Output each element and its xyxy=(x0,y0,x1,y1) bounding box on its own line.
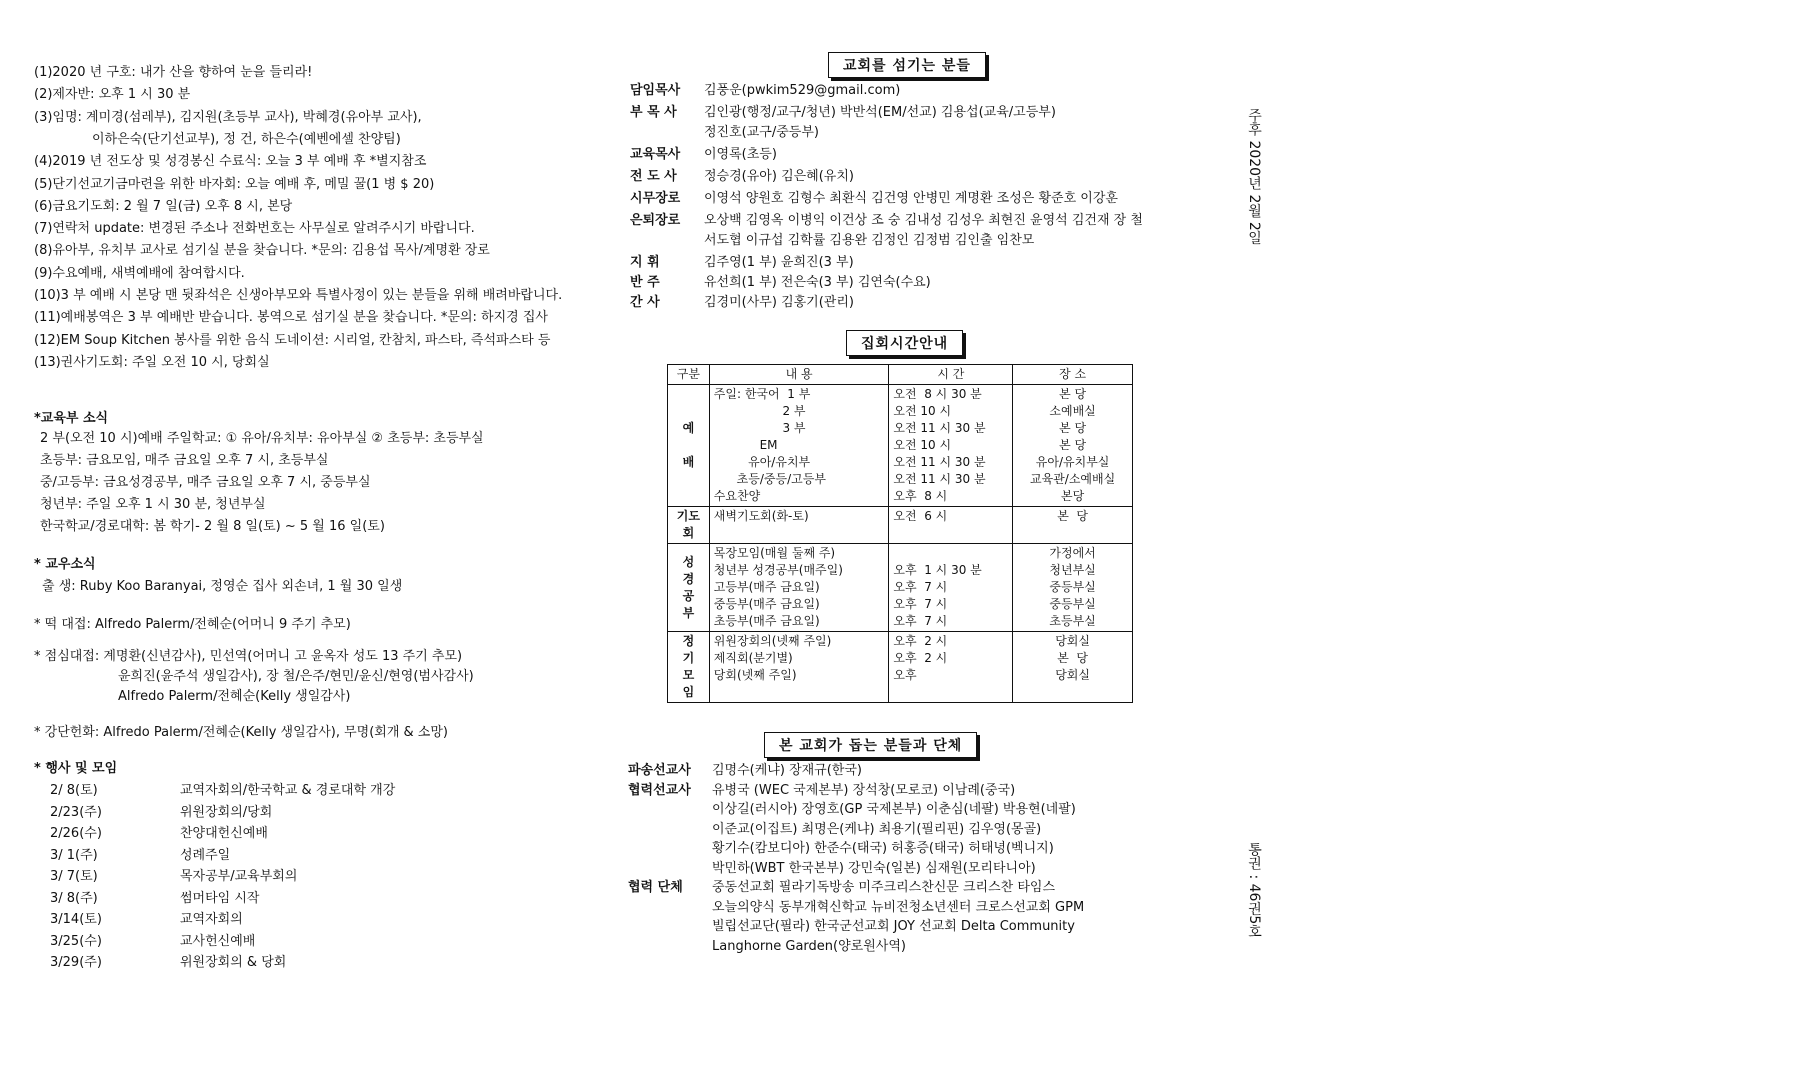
announcement-line: (8)유아부, 유치부 교사로 섬기실 분을 찾습니다. *문의: 김용섭 목사/계명환 장로 xyxy=(34,243,490,259)
mission-value: 박민하(WBT 한국본부) 강민숙(일본) 심재원(모리타니아) xyxy=(712,860,1036,876)
schedule-content-line: 유아/유치부 xyxy=(713,455,811,469)
mission-value: 빌립선교단(필라) 한국군선교회 JOY 선교회 Delta Community xyxy=(712,919,1075,934)
announcement-line: (11)예배봉역은 3 부 예배반 받습니다. 봉역으로 섬기실 분을 찾습니다. *문의: 하지경 집사 xyxy=(34,310,548,326)
schedule-time-line xyxy=(893,545,1008,562)
schedule-content-line: 위원장회의(넷째 주일) xyxy=(713,634,832,648)
staff-role-label: 간 사 xyxy=(630,295,660,310)
schedule-place-cell xyxy=(1013,632,1133,703)
schedule-time-cell xyxy=(889,544,1013,632)
schedule-place-line: 당회실 xyxy=(1055,634,1090,648)
schedule-time-line: 오전 11 시 30 분 xyxy=(893,472,986,486)
schedule-place-line: 초등부실 xyxy=(1049,614,1096,628)
staff-role-value: 김인광(행정/교구/청년) 박반석(EM/선교) 김용섭(교육/고등부) xyxy=(704,105,1056,120)
schedule-place-cell xyxy=(1013,507,1133,544)
staff-heading: 교회를 섬기는 분들 xyxy=(828,52,986,78)
schedule-time-line: 오전 10 시 xyxy=(893,404,952,418)
announcement-line: (6)금요기도회: 2 월 7 일(금) 오후 8 시, 본당 xyxy=(34,198,293,214)
date-vertical: 주후 2020년 2월 2일 xyxy=(1246,108,1262,245)
announcement-line: 이하은숙(단기선교부), 정 건, 하은수(예벤에셀 찬양팀) xyxy=(92,131,401,147)
announcement-line: (9)수요예배, 새벽예배에 참여합시다. xyxy=(34,265,245,281)
education-line: 2 부(오전 10 시)예배 주일학교: ① 유아/유치부: 유아부실 ② 초등부: 초등부실 xyxy=(40,431,484,446)
events-heading: * 행사 및 모임 xyxy=(34,761,118,776)
schedule-content-line: 초등부(매주 금요일) xyxy=(713,614,820,628)
mission-value: 유병국 (WEC 국제본부) 장석창(모로코) 이남례(중국) xyxy=(712,782,1016,798)
schedule-content-line: 3 부 xyxy=(713,421,806,435)
schedule-header-cell: 내 용 xyxy=(709,365,889,385)
event-date: 3/ 1(주) xyxy=(50,847,98,863)
schedule-place-line: 본 당 xyxy=(1057,651,1089,665)
schedule-content-line: 제직회(분기별) xyxy=(713,651,793,665)
event-date: 2/ 8(토) xyxy=(50,783,98,798)
schedule-content-line: 고등부(매주 금요일) xyxy=(713,580,820,594)
schedule-header-cell: 장 소 xyxy=(1013,365,1133,385)
staff-role-value: 유선희(1 부) 전은숙(3 부) 김연숙(수요) xyxy=(704,275,931,290)
schedule-time-line: 오후 7 시 xyxy=(893,597,948,611)
schedule-place-cell xyxy=(1013,385,1133,507)
schedule-time-line: 오후 7 시 xyxy=(893,580,948,594)
schedule-time-line: 오후 2 시 xyxy=(893,651,948,665)
staff-role-label: 전 도 사 xyxy=(630,169,677,184)
staff-role-value: 이영석 양원호 김형수 최환식 김건영 안병민 계명환 조성은 황준호 이강훈 xyxy=(704,191,1118,206)
staff-role-label: 담임목사 xyxy=(630,83,681,98)
schedule-place-line: 본 당 xyxy=(1057,509,1089,523)
mission-label: 협력선교사 xyxy=(628,782,691,798)
schedule-content-line: 청년부 성경공부(매주일) xyxy=(713,563,843,577)
schedule-time-cell xyxy=(889,632,1013,703)
event-name: 썸머타임 시작 xyxy=(180,890,260,906)
event-date: 3/29(주) xyxy=(50,955,102,970)
event-name: 목자공부/교육부회의 xyxy=(180,869,298,884)
staff-role-value: 정승경(유아) 김은혜(유치) xyxy=(704,169,854,184)
mission-value: 황기수(캄보디아) 한준수(태국) 허홍증(태국) 허태녕(벡니지) xyxy=(712,841,1054,856)
schedule-content-line: 주일: 한국어 1 부 xyxy=(713,387,811,401)
rice-cake-line: * 떡 대접: Alfredo Palerm/전혜순(어머니 9 주기 추모) xyxy=(34,617,351,632)
schedule-content-cell xyxy=(709,544,889,632)
missions-heading: 본 교회가 돕는 분들과 단체 xyxy=(764,732,977,758)
lunch-line: * 점심대접: 계명환(신년감사), 민선역(어머니 고 윤옥자 성도 13 주기 추모) xyxy=(34,649,463,664)
schedule-table xyxy=(667,364,1133,703)
schedule-time-cell xyxy=(889,507,1013,544)
event-name: 성례주일 xyxy=(180,847,231,863)
event-name: 교역자회의/한국학교 & 경로대학 개강 xyxy=(180,783,396,798)
staff-role-value: 김풍운(pwkim529@gmail.com) xyxy=(704,83,901,98)
staff-role-value: 정진호(교구/중등부) xyxy=(704,125,819,140)
event-name: 찬양대헌신예배 xyxy=(180,826,268,841)
schedule-content-cell xyxy=(709,632,889,703)
mission-value: 이상길(러시아) 장영호(GP 국제본부) 이춘심(네팔) 박용현(네팔) xyxy=(712,802,1076,817)
staff-role-value: 서도협 이규섭 김학률 김용완 김정인 김정범 김인출 임찬모 xyxy=(704,233,1035,248)
schedule-place-line: 당회실 xyxy=(1055,668,1090,682)
schedule-time-line: 오전 6 시 xyxy=(893,509,948,523)
staff-role-label: 지 휘 xyxy=(630,255,660,270)
event-name: 교역자회의 xyxy=(180,912,243,927)
announcement-line: (4)2019 년 전도상 및 성경봉신 수료식: 오늘 3 부 예배 후 *별지참조 xyxy=(34,154,427,170)
schedule-heading: 집회시간안내 xyxy=(846,330,963,356)
schedule-content-cell xyxy=(709,507,889,544)
education-line: 초등부: 금요모임, 매주 금요일 오후 7 시, 초등부실 xyxy=(40,453,329,468)
schedule-time-cell xyxy=(889,385,1013,507)
announcement-line: (2)제자반: 오후 1 시 30 분 xyxy=(34,87,191,103)
staff-role-label: 부 목 사 xyxy=(630,105,677,120)
schedule-content-line: 새벽기도회(화-토) xyxy=(713,509,809,523)
education-heading: *교육부 소식 xyxy=(34,411,109,426)
schedule-time-line: 오후 8 시 xyxy=(893,489,948,503)
schedule-time-line: 오후 1 시 30 분 xyxy=(893,563,982,577)
lunch-line: 윤희진(윤주석 생일감사), 장 철/은주/현민/윤신/현영(범사감사) xyxy=(118,669,474,684)
schedule-time-line: 오후 7 시 xyxy=(893,614,948,628)
schedule-content-line: 수요찬양 xyxy=(713,489,761,503)
schedule-time-line: 오전 10 시 xyxy=(893,438,952,452)
schedule-time-line: 오전 8 시 30 분 xyxy=(893,387,982,401)
event-name: 위원장회의 & 당회 xyxy=(180,955,287,970)
schedule-place-line: 유아/유치부실 xyxy=(1035,455,1110,469)
staff-role-label: 반 주 xyxy=(630,275,660,290)
flowers-line: * 강단헌화: Alfredo Palerm/전혜순(Kelly 생일감사), 무명(회개 & 소망) xyxy=(34,725,448,740)
schedule-content-line: 목장모임(매월 둘째 주) xyxy=(713,546,836,560)
schedule-place-line: 중등부실 xyxy=(1049,580,1096,594)
staff-role-value: 김경미(사무) 김홍기(관리) xyxy=(704,295,854,310)
schedule-place-line: 본 당 xyxy=(1059,421,1087,435)
schedule-place-line: 청년부실 xyxy=(1049,563,1096,577)
schedule-place-cell xyxy=(1013,544,1133,632)
staff-role-value: 김주영(1 부) 윤희진(3 부) xyxy=(704,255,854,270)
announcement-line: (13)권사기도회: 주일 오전 10 시, 당회실 xyxy=(34,354,270,370)
schedule-time-line: 오전 11 시 30 분 xyxy=(893,455,986,469)
schedule-place-line: 가정에서 xyxy=(1049,546,1096,560)
members-heading: * 교우소식 xyxy=(34,557,96,572)
staff-role-value: 이영록(초등) xyxy=(704,147,777,162)
schedule-content-cell xyxy=(709,385,889,507)
schedule-time-line: 오전 11 시 30 분 xyxy=(893,421,986,435)
schedule-category: 예 배 xyxy=(668,385,710,507)
announcement-line: (10)3 부 예배 시 본당 맨 뒷좌석은 신생아부모와 특별사정이 있는 분들을 위해 배려바랍니다. xyxy=(34,288,563,303)
lunch-line: Alfredo Palerm/전혜순(Kelly 생일감사) xyxy=(118,689,351,704)
education-line: 청년부: 주일 오후 1 시 30 분, 청년부실 xyxy=(40,497,266,512)
announcement-line: (7)연락처 update: 변경된 주소나 전화번호는 사무실로 알려주시기 바랍니다. xyxy=(34,221,475,237)
schedule-place-line: 소예배실 xyxy=(1049,404,1096,418)
announcement-line: (3)임명: 계미경(섬레부), 김지원(초등부 교사), 박혜경(유아부 교사), xyxy=(34,109,422,125)
event-date: 2/26(수) xyxy=(50,826,102,841)
staff-role-value: 오상백 김영옥 이병익 이건상 조 숭 김내성 김성우 최현진 윤영석 김건재 장 철 xyxy=(704,213,1143,228)
mission-value: 중동선교회 필라기독방송 미주크리스찬신문 크리스찬 타임스 xyxy=(712,880,1056,895)
staff-role-label: 시무장로 xyxy=(630,191,681,206)
event-name: 교사헌신예배 xyxy=(180,933,256,949)
members-line: 출 생: Ruby Koo Baranyai, 정영순 집사 외손녀, 1 월 30 일생 xyxy=(42,579,403,594)
event-date: 3/ 8(주) xyxy=(50,890,98,906)
announcement-line: (1)2020 년 구호: 내가 산을 향하여 눈을 들리라! xyxy=(34,65,313,80)
schedule-place-line: 본 당 xyxy=(1059,438,1087,452)
announcement-line: (12)EM Soup Kitchen 봉사를 위한 음식 도네이션: 시리얼, 칸참치, 파스타, 즉석파스타 등 xyxy=(34,332,551,348)
schedule-category: 정 기 모 임 xyxy=(668,632,710,703)
volume-vertical: 통권 : 46권5호 xyxy=(1246,842,1262,939)
mission-value: 오늘의양식 동부개혁신학교 뉴비전청소년센터 크로스선교회 GPM xyxy=(712,899,1085,915)
mission-label: 협력 단체 xyxy=(628,880,683,895)
schedule-content-line: EM xyxy=(713,438,778,452)
mission-label: 파송선교사 xyxy=(628,763,691,778)
staff-role-label: 교육목사 xyxy=(630,147,681,162)
education-line: 한국학교/경로대학: 봄 학기- 2 월 8 일(토) ~ 5 월 16 일(토) xyxy=(40,519,385,534)
mission-value: Langhorne Garden(양로원사역) xyxy=(712,938,906,954)
event-date: 3/14(토) xyxy=(50,912,102,927)
mission-value: 김명수(케냐) 장재규(한국) xyxy=(712,763,862,778)
schedule-category: 기도회 xyxy=(668,507,710,544)
event-date: 2/23(주) xyxy=(50,804,102,820)
schedule-place-line: 본당 xyxy=(1061,489,1085,503)
schedule-content-line: 초등/중등/고등부 xyxy=(713,472,826,486)
schedule-content-line: 중등부(매주 금요일) xyxy=(713,597,820,611)
schedule-place-line: 본 당 xyxy=(1059,387,1087,401)
schedule-category: 성 경 공 부 xyxy=(668,544,710,632)
schedule-content-line: 2 부 xyxy=(713,404,806,418)
event-name: 위원장회의/당회 xyxy=(180,804,273,820)
event-date: 3/ 7(토) xyxy=(50,869,98,884)
schedule-time-line: 오후 2 시 xyxy=(893,634,948,648)
education-line: 중/고등부: 금요성경공부, 매주 금요일 오후 7 시, 중등부실 xyxy=(40,475,371,490)
schedule-header-cell: 시 간 xyxy=(889,365,1013,385)
event-date: 3/25(수) xyxy=(50,933,102,949)
announcement-line: (5)단기선교기금마련을 위한 바자회: 오늘 예배 후, 메밀 꿀(1 병 $ 20) xyxy=(34,176,435,192)
schedule-place-line: 교육관/소예배실 xyxy=(1030,472,1116,486)
mission-value: 이준교(이집트) 최명은(케냐) 최용기(필리핀) 김우영(몽골) xyxy=(712,821,1042,837)
schedule-header-cell: 구분 xyxy=(668,365,710,385)
schedule-time-line: 오후 xyxy=(893,668,917,682)
staff-role-label: 은퇴장로 xyxy=(630,213,681,228)
schedule-content-line: 당회(넷째 주일) xyxy=(713,668,797,682)
schedule-place-line: 중등부실 xyxy=(1049,597,1096,611)
